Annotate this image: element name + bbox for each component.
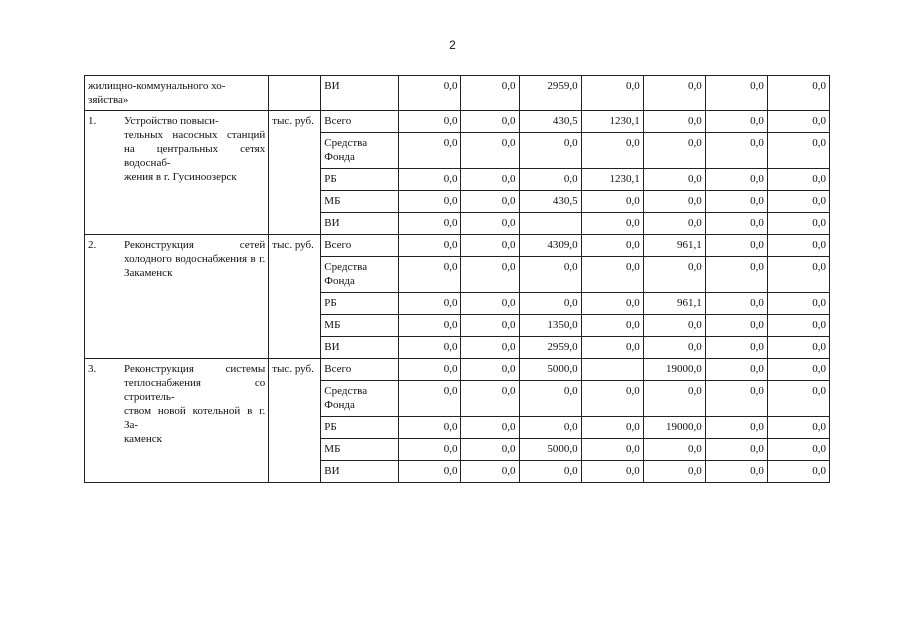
value-cell: 0,0	[705, 133, 767, 169]
funding-source-cell: Всего	[321, 111, 399, 133]
value-cell: 0,0	[399, 439, 461, 461]
value-cell: 0,0	[767, 191, 829, 213]
value-cell: 0,0	[767, 293, 829, 315]
value-cell: 0,0	[643, 337, 705, 359]
value-cell: 0,0	[767, 133, 829, 169]
value-cell: 0,0	[643, 461, 705, 483]
value-cell: 0,0	[705, 337, 767, 359]
value-cell: 0,0	[461, 133, 519, 169]
value-cell: 0,0	[581, 133, 643, 169]
project-name: Реконструкция системы теплоснабжения со строитель- ством новой котельной в г. За- каменск	[124, 363, 266, 445]
value-cell: 19000,0	[643, 417, 705, 439]
value-cell: 5000,0	[519, 359, 581, 381]
funding-source-cell: ВИ	[321, 337, 399, 359]
funding-source-cell: Средства Фонда	[321, 133, 399, 169]
value-cell: 0,0	[767, 235, 829, 257]
value-cell: 0,0	[767, 461, 829, 483]
value-cell: 0,0	[581, 293, 643, 315]
funding-source-cell: РБ	[321, 293, 399, 315]
value-cell: 0,0	[399, 359, 461, 381]
value-cell: 0,0	[581, 439, 643, 461]
value-cell: 0,0	[705, 359, 767, 381]
value-cell: 0,0	[581, 381, 643, 417]
value-cell: 0,0	[399, 191, 461, 213]
value-cell: 0,0	[643, 381, 705, 417]
value-cell: 0,0	[581, 257, 643, 293]
value-cell: 0,0	[399, 293, 461, 315]
value-cell: 4309,0	[519, 235, 581, 257]
value-cell: 2959,0	[519, 76, 581, 111]
value-cell: 0,0	[643, 133, 705, 169]
project-name-cell	[85, 76, 269, 111]
value-cell: 0,0	[705, 461, 767, 483]
project-number: 1.	[88, 115, 97, 127]
value-cell: 0,0	[767, 76, 829, 111]
value-cell: 0,0	[705, 235, 767, 257]
project-name-cell	[85, 111, 269, 235]
value-cell: 0,0	[767, 337, 829, 359]
funding-source-cell: РБ	[321, 417, 399, 439]
value-cell: 961,1	[643, 235, 705, 257]
value-cell: 961,1	[643, 293, 705, 315]
value-cell: 0,0	[767, 257, 829, 293]
value-cell: 0,0	[767, 315, 829, 337]
value-cell: 0,0	[519, 461, 581, 483]
value-cell: 0,0	[399, 169, 461, 191]
value-cell: 0,0	[461, 235, 519, 257]
value-cell: 0,0	[705, 381, 767, 417]
value-cell	[519, 213, 581, 235]
funding-source-cell: ВИ	[321, 213, 399, 235]
value-cell: 0,0	[767, 417, 829, 439]
project-name-cell	[85, 235, 269, 359]
funding-source-cell: ВИ	[321, 461, 399, 483]
value-cell: 0,0	[519, 417, 581, 439]
table-row	[85, 235, 830, 257]
funding-source-cell: ВИ	[321, 76, 399, 111]
value-cell: 0,0	[581, 76, 643, 111]
value-cell: 0,0	[767, 111, 829, 133]
value-cell: 0,0	[461, 213, 519, 235]
value-cell: 0,0	[461, 381, 519, 417]
value-cell: 0,0	[519, 257, 581, 293]
value-cell: 0,0	[581, 417, 643, 439]
value-cell: 0,0	[705, 293, 767, 315]
value-cell: 0,0	[399, 257, 461, 293]
value-cell: 0,0	[581, 315, 643, 337]
value-cell: 0,0	[643, 169, 705, 191]
value-cell: 0,0	[461, 439, 519, 461]
value-cell: 0,0	[519, 293, 581, 315]
project-number: 2.	[88, 239, 97, 251]
value-cell: 0,0	[461, 359, 519, 381]
value-cell: 0,0	[581, 213, 643, 235]
value-cell: 5000,0	[519, 439, 581, 461]
unit-cell: тыс. руб.	[269, 359, 321, 483]
project-name-cell	[85, 359, 269, 483]
table-body	[85, 76, 830, 483]
funding-source-cell: МБ	[321, 439, 399, 461]
value-cell: 0,0	[643, 191, 705, 213]
value-cell: 0,0	[767, 381, 829, 417]
value-cell: 0,0	[581, 235, 643, 257]
page-number: 2	[449, 38, 456, 52]
value-cell: 0,0	[461, 461, 519, 483]
budget-table	[84, 75, 830, 483]
value-cell: 2959,0	[519, 337, 581, 359]
funding-source-cell: МБ	[321, 191, 399, 213]
value-cell: 0,0	[643, 315, 705, 337]
unit-cell	[269, 76, 321, 111]
value-cell: 0,0	[461, 315, 519, 337]
value-cell: 0,0	[399, 235, 461, 257]
funding-source-cell: РБ	[321, 169, 399, 191]
funding-source-cell: Всего	[321, 359, 399, 381]
value-cell: 0,0	[643, 439, 705, 461]
value-cell: 0,0	[461, 417, 519, 439]
value-cell: 0,0	[461, 257, 519, 293]
value-cell: 0,0	[399, 111, 461, 133]
value-cell: 0,0	[581, 461, 643, 483]
value-cell: 0,0	[461, 76, 519, 111]
project-name: Реконструкция сетей холодного водоснабжения в г. Закаменск	[124, 239, 266, 279]
value-cell: 0,0	[767, 169, 829, 191]
value-cell: 0,0	[705, 439, 767, 461]
value-cell: 0,0	[399, 417, 461, 439]
value-cell: 0,0	[705, 257, 767, 293]
value-cell: 0,0	[399, 213, 461, 235]
table-row	[85, 359, 830, 381]
project-name: Устройство повыси- тельных насосных станций на центральных сетях водоснаб- жения в г. Гусиноозерск	[124, 115, 266, 183]
value-cell: 0,0	[705, 76, 767, 111]
value-cell: 0,0	[461, 293, 519, 315]
value-cell: 0,0	[461, 169, 519, 191]
value-cell: 0,0	[705, 315, 767, 337]
value-cell: 0,0	[519, 169, 581, 191]
unit-cell: тыс. руб.	[269, 111, 321, 235]
value-cell: 0,0	[399, 133, 461, 169]
value-cell: 0,0	[705, 111, 767, 133]
project-name: жилищно-коммунального хо- зяйства»	[88, 80, 226, 106]
value-cell: 0,0	[399, 76, 461, 111]
value-cell: 0,0	[643, 111, 705, 133]
value-cell: 1230,1	[581, 111, 643, 133]
value-cell: 0,0	[705, 417, 767, 439]
value-cell: 0,0	[705, 213, 767, 235]
value-cell: 0,0	[399, 381, 461, 417]
project-number: 3.	[88, 363, 97, 375]
funding-source-cell: МБ	[321, 315, 399, 337]
unit-cell: тыс. руб.	[269, 235, 321, 359]
value-cell: 0,0	[461, 191, 519, 213]
value-cell: 0,0	[461, 337, 519, 359]
value-cell: 0,0	[643, 257, 705, 293]
table-row	[85, 111, 830, 133]
funding-source-cell: Всего	[321, 235, 399, 257]
value-cell: 0,0	[705, 169, 767, 191]
table-row	[85, 76, 830, 111]
value-cell: 0,0	[399, 315, 461, 337]
funding-source-cell: Средства Фонда	[321, 381, 399, 417]
value-cell: 0,0	[643, 213, 705, 235]
funding-source-cell: Средства Фонда	[321, 257, 399, 293]
value-cell: 430,5	[519, 191, 581, 213]
value-cell: 0,0	[767, 439, 829, 461]
value-cell: 0,0	[581, 337, 643, 359]
value-cell: 0,0	[767, 213, 829, 235]
value-cell: 0,0	[399, 337, 461, 359]
value-cell: 0,0	[767, 359, 829, 381]
value-cell: 0,0	[519, 381, 581, 417]
value-cell: 0,0	[519, 133, 581, 169]
value-cell	[581, 359, 643, 381]
value-cell: 0,0	[705, 191, 767, 213]
value-cell: 0,0	[399, 461, 461, 483]
value-cell: 430,5	[519, 111, 581, 133]
value-cell: 19000,0	[643, 359, 705, 381]
value-cell: 1350,0	[519, 315, 581, 337]
value-cell: 0,0	[581, 191, 643, 213]
value-cell: 1230,1	[581, 169, 643, 191]
value-cell: 0,0	[461, 111, 519, 133]
value-cell: 0,0	[643, 76, 705, 111]
